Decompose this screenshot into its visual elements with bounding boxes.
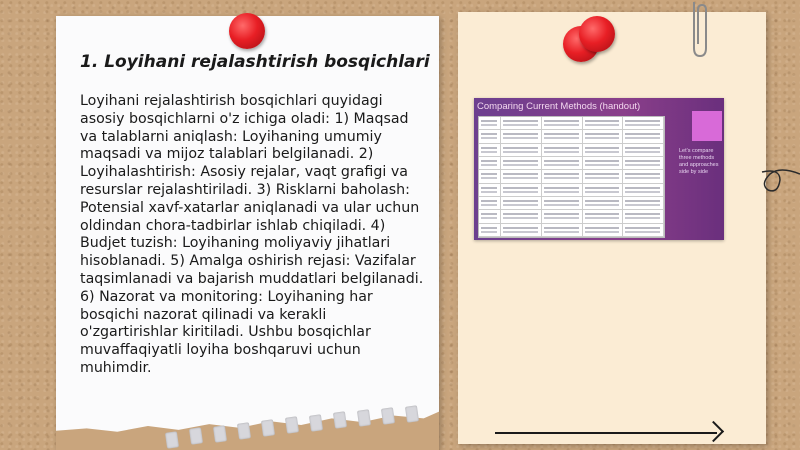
note-body: Loyihani rejalashtirish bosqichlari quyidagi asosiy bosqichlarni o'z ichiga oladi: 1) Maqsad va talablarni aniqlash: Loyihaning umumiy maqsadi va mijoz talablari belgilanadi. 2) Loyihalashtirish: Asosiy rejalar, vaqt grafigi va resurslar rejalashtiriladi. 3) Risklarni baholash: Potensial xavf-xatarlar aniqlanadi va ular uchun oldindan chora-tadbirlar ishlab chiqiladi. 4) Budjet tuzish: Loyihaning moliyaviy jihatlari hisoblanadi. 5) Amalga oshirish rejasi: Vazifalar taqsimlanadi va bajarish muddatlari belgilanadi. 6) Nazorat va monitoring: Loyihaning har bosqichi nazorat qilinadi va kerakli o'zgartirishlar kiritiladi. Ushbu bosqichlar muvaffaqiyatli loyiha boshqaruvi uchun muhimdir. bbox=[80, 93, 424, 376]
binder-hole bbox=[261, 419, 275, 437]
slide-side-text: Let's compare three methods and approaches side by side bbox=[679, 148, 719, 175]
note-title: 1. Loyihani rejalashtirish bosqichlari bbox=[80, 52, 430, 72]
push-pin-right-front bbox=[579, 16, 615, 52]
binder-hole bbox=[165, 431, 179, 449]
arrow-line bbox=[495, 432, 717, 434]
slide-accent-square bbox=[692, 111, 722, 141]
handout-slide-image bbox=[474, 98, 724, 240]
slide-comparison-table bbox=[478, 116, 665, 238]
binder-hole bbox=[285, 416, 299, 434]
slide-title: Comparing Current Methods (handout) bbox=[477, 101, 641, 112]
paperclip-icon bbox=[688, 0, 710, 60]
binder-hole bbox=[237, 422, 251, 440]
binder-hole bbox=[405, 405, 419, 423]
string-loop-decoration bbox=[740, 150, 800, 210]
binder-hole bbox=[309, 414, 323, 432]
push-pin-left bbox=[229, 13, 265, 49]
binder-holes bbox=[162, 406, 442, 446]
binder-hole bbox=[381, 407, 395, 425]
binder-hole bbox=[213, 425, 227, 443]
binder-hole bbox=[333, 411, 347, 429]
binder-hole bbox=[357, 409, 371, 427]
binder-hole bbox=[189, 427, 203, 445]
